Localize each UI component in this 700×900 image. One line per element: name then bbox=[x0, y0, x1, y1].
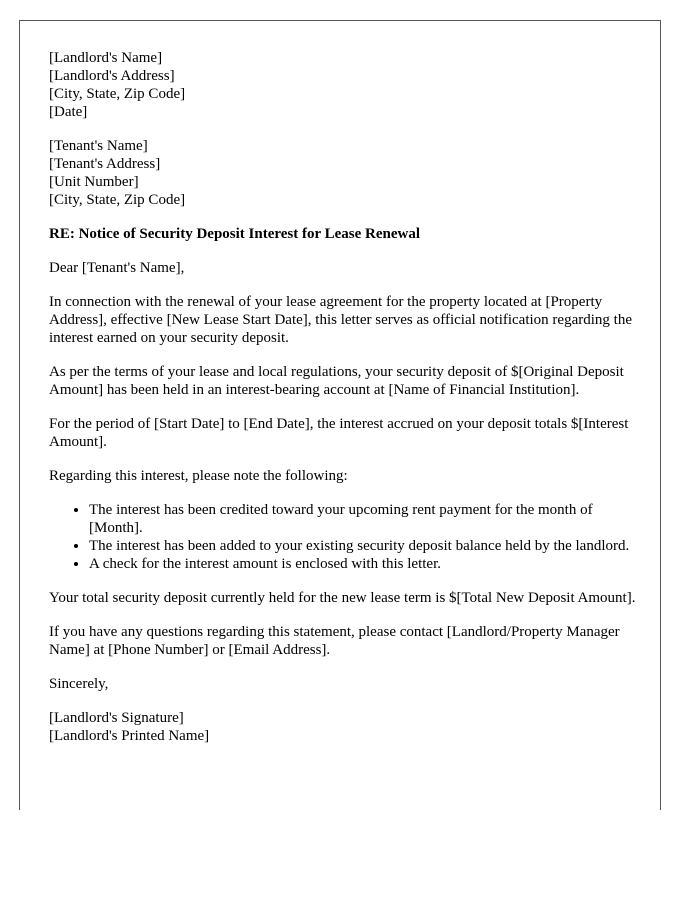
tenant-unit: [Unit Number] bbox=[49, 174, 139, 190]
closing: Sincerely, bbox=[49, 676, 109, 692]
tenant-name: [Tenant's Name] bbox=[49, 138, 148, 154]
paragraph-total-deposit: Your total security deposit currently held for the new lease term is $[Total New Deposit Amount]. bbox=[49, 590, 636, 606]
list-item: • The interest has been credited toward your upcoming rent payment for the month of [Month]. bbox=[89, 501, 639, 537]
letter-page bbox=[19, 20, 661, 810]
landlord-name: [Landlord's Name] bbox=[49, 50, 163, 66]
paragraph-contact: If you have any questions regarding this statement, please contact [Landlord/Property Manager Name] at [Phone Number] or [Email Address]. bbox=[49, 624, 620, 658]
interest-options-list bbox=[49, 501, 639, 573]
salutation: Dear [Tenant's Name], bbox=[49, 260, 185, 276]
paragraph-deposit-held: As per the terms of your lease and local regulations, your security deposit of $[Original Deposit Amount] has been held in an interest-bearing account at [Name of Financial Institution]. bbox=[49, 364, 624, 398]
landlord-printed-name: [Landlord's Printed Name] bbox=[49, 728, 210, 744]
list-item: • A check for the interest amount is enclosed with this letter. bbox=[89, 555, 639, 573]
subject-line: RE: Notice of Security Deposit Interest for Lease Renewal bbox=[49, 226, 421, 242]
list-item: • The interest has been added to your existing security deposit balance held by the landlord. bbox=[89, 537, 639, 555]
landlord-signature: [Landlord's Signature] bbox=[49, 710, 184, 726]
tenant-address-block bbox=[49, 137, 639, 209]
tenant-address: [Tenant's Address] bbox=[49, 156, 161, 172]
landlord-city-state-zip: [City, State, Zip Code] bbox=[49, 86, 186, 102]
paragraph-interest-accrued: For the period of [Start Date] to [End Date], the interest accrued on your deposit totals $[Interest Amount]. bbox=[49, 416, 629, 450]
paragraph-renewal-notice: In connection with the renewal of your lease agreement for the property located at [Property Address], effective [New Lease Start Date], this letter serves as official notification regarding the interest earned on your security deposit. bbox=[49, 294, 632, 346]
landlord-address-block bbox=[49, 49, 639, 121]
tenant-city-state-zip: [City, State, Zip Code] bbox=[49, 192, 186, 208]
signature-block bbox=[49, 709, 639, 745]
paragraph-interest-intro: Regarding this interest, please note the following: bbox=[49, 468, 348, 484]
letter-date: [Date] bbox=[49, 104, 88, 120]
letter-body bbox=[49, 49, 639, 761]
landlord-address: [Landlord's Address] bbox=[49, 68, 175, 84]
